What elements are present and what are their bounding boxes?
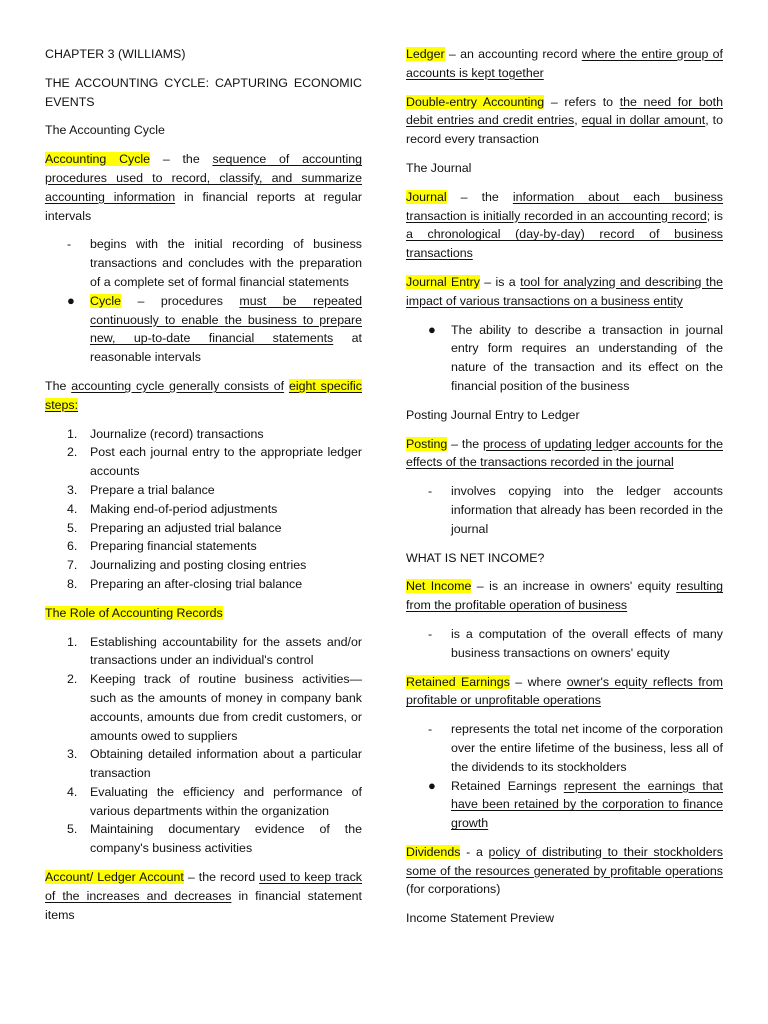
term-cycle: Cycle bbox=[90, 293, 121, 308]
definition-posting: Posting – the process of updating ledger accounts for the effects of the transactions recorded in the journal bbox=[406, 436, 723, 470]
section-heading-accounting-cycle: The Accounting Cycle bbox=[45, 123, 165, 138]
document-title: THE ACCOUNTING CYCLE: CAPTURING ECONOMIC EVENTS bbox=[45, 75, 362, 109]
list-item: 3. Prepare a trial balance bbox=[67, 482, 215, 497]
definition-net-income: Net Income – is an increase in owners' equity resulting from the profitable operation of business bbox=[406, 579, 724, 613]
right-column bbox=[406, 45, 723, 938]
dash-marker: - bbox=[67, 237, 72, 252]
definition-journal-entry: Journal Entry – is a tool for analyzing and describing the impact of various transactions on a business entity bbox=[406, 274, 723, 308]
list-item: 5. Preparing an adjusted trial balance bbox=[67, 520, 282, 535]
definition-journal: Journal – the information about each business transaction is initially recorded in an accounting record; is a chronological (day-by-day) record of business transactions bbox=[406, 189, 723, 261]
dash-marker: - bbox=[428, 626, 433, 641]
term-accounting-cycle: Accounting Cycle bbox=[45, 152, 151, 167]
list-item: 8. Preparing an after-closing trial balance bbox=[67, 576, 303, 591]
bullet-marker: ● bbox=[67, 292, 75, 308]
journal-entry-notes bbox=[406, 321, 723, 396]
list-item: 1. Establishing accountability for the assets and/or transactions under an individual's control bbox=[67, 634, 362, 668]
dash-marker: - bbox=[428, 722, 433, 737]
list-item: - begins with the initial recording of business transactions and concludes with the preparation of a complete set of formal financial statements bbox=[67, 237, 362, 289]
definition-dividends: Dividends - a policy of distributing to their stockholders some of the resources generated by profitable operations (for corporations) bbox=[406, 844, 723, 897]
bullet-marker: ● bbox=[428, 777, 436, 793]
retained-earnings-notes bbox=[406, 720, 723, 833]
net-income-notes bbox=[406, 625, 723, 663]
definition-ledger: Ledger – an accounting record where the entire group of accounts is kept together bbox=[406, 47, 723, 80]
term-double-entry: Double-entry Accounting bbox=[406, 94, 545, 109]
section-heading-journal: The Journal bbox=[406, 160, 472, 175]
left-column bbox=[45, 45, 362, 934]
chapter-label: CHAPTER 3 (WILLIAMS) bbox=[45, 47, 186, 61]
list-item: - represents the total net income of the corporation over the entire lifetime of the business, less all of the dividends to its stockholders bbox=[428, 722, 723, 774]
section-heading-income-statement: Income Statement Preview bbox=[406, 911, 555, 926]
list-item: ● Retained Earnings represent the earnings that have been retained by the corporation to finance growth bbox=[428, 777, 723, 831]
term-journal-entry: Journal Entry bbox=[406, 274, 480, 289]
steps-list bbox=[45, 425, 362, 594]
term-net-income: Net Income bbox=[406, 579, 472, 594]
roles-list bbox=[45, 633, 362, 859]
section-heading-role: The Role of Accounting Records bbox=[45, 605, 223, 620]
term-retained-earnings: Retained Earnings bbox=[406, 674, 510, 689]
list-item: 4. Evaluating the efficiency and performance of various departments within the organization bbox=[67, 784, 362, 818]
definition-double-entry: Double-entry Accounting – refers to the need for both debit entries and credit entries, equal in dollar amount, to record every transaction bbox=[406, 94, 723, 147]
list-item: 1. Journalize (record) transactions bbox=[67, 426, 264, 441]
term-posting: Posting bbox=[406, 436, 448, 451]
term-ledger: Ledger bbox=[406, 47, 445, 61]
definition-accounting-cycle: Accounting Cycle – the sequence of accounting procedures used to record, classify, and summarize accounting information in financial reports at regular intervals bbox=[45, 152, 362, 223]
term-dividends: Dividends bbox=[406, 844, 461, 859]
eight-steps-highlight: eight specific steps: bbox=[45, 378, 362, 412]
list-item: ● The ability to describe a transaction in journal entry form requires an understanding of the nature of the transaction and its effect on the financial position of the business bbox=[428, 321, 723, 393]
dash-marker: - bbox=[428, 484, 433, 499]
definition-retained-earnings: Retained Earnings – where owner's equity reflects from profitable or unprofitable operations bbox=[406, 674, 724, 708]
list-item: 5. Maintaining documentary evidence of the company's business activities bbox=[67, 822, 362, 856]
list-item: 2. Post each journal entry to the appropriate ledger accounts bbox=[67, 445, 362, 479]
list-item: 2. Keeping track of routine business activities—such as the amounts of money in company bank accounts, amounts due from credit customers, or amounts owed to suppliers bbox=[67, 672, 362, 743]
list-item: 6. Preparing financial statements bbox=[67, 539, 257, 554]
list-item: - involves copying into the ledger accounts information that already has been recorded in the journal bbox=[428, 484, 723, 536]
list-item: 7. Journalizing and posting closing entries bbox=[67, 558, 307, 573]
list-item: ● Cycle – procedures must be repeated continuously to enable the business to prepare new, up-to-date financial statements at reasonable intervals bbox=[67, 292, 362, 365]
posting-notes bbox=[406, 482, 723, 538]
section-heading-net-income: WHAT IS NET INCOME? bbox=[406, 550, 545, 565]
bullet-marker: ● bbox=[428, 321, 436, 337]
definition-account: Account/ Ledger Account – the record used to keep track of the increases and decreases in financial statement items bbox=[45, 870, 363, 922]
term-account: Account/ Ledger Account bbox=[45, 870, 184, 885]
section-heading-posting: Posting Journal Entry to Ledger bbox=[406, 407, 580, 422]
term-journal: Journal bbox=[406, 189, 447, 204]
steps-intro: The accounting cycle generally consists of eight specific steps: bbox=[45, 378, 362, 412]
list-item: 3. Obtaining detailed information about a particular transaction bbox=[67, 747, 362, 781]
list-item: - is a computation of the overall effects of many business transactions on owners' equity bbox=[428, 626, 723, 660]
accounting-cycle-notes bbox=[45, 235, 362, 367]
list-item: 4. Making end-of-period adjustments bbox=[67, 501, 278, 516]
